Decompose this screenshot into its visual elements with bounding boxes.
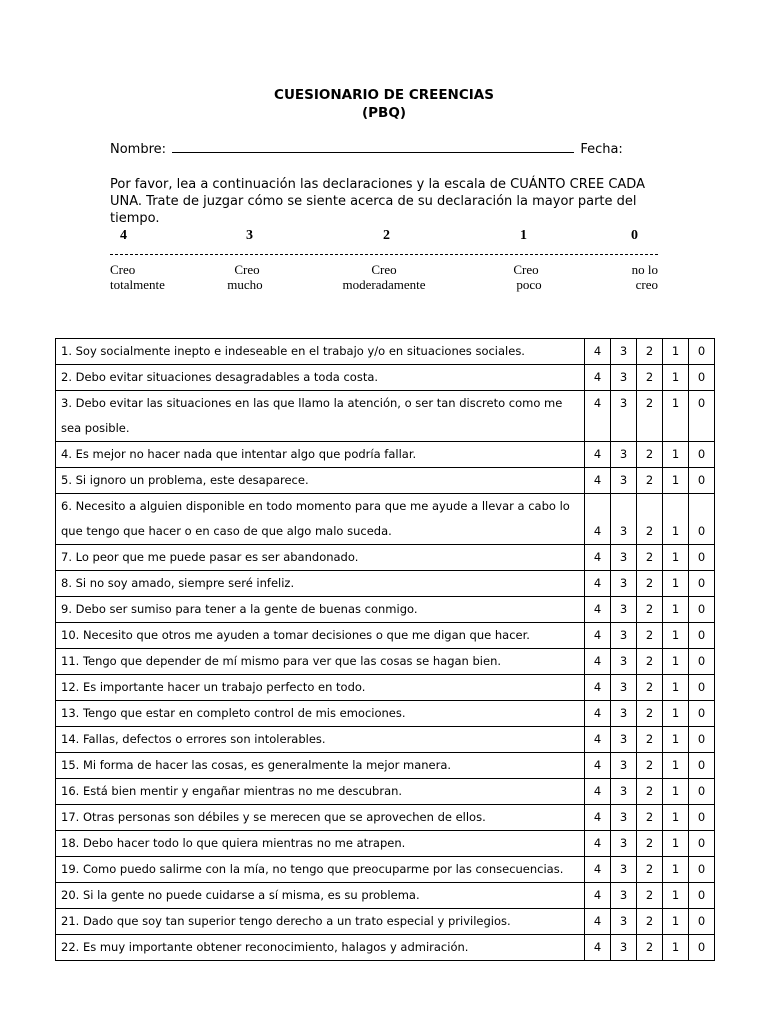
rating-option-3[interactable]: 3 [611, 805, 637, 831]
statement-text: 4. Es mejor no hacer nada que intentar algo que podría fallar. [56, 442, 585, 468]
table-row [56, 883, 715, 909]
table-row [56, 701, 715, 727]
rating-option-2[interactable]: 2 [637, 909, 663, 935]
statement-text: 20. Si la gente no puede cuidarse a sí misma, es su problema. [56, 883, 585, 909]
table-row [56, 571, 715, 597]
rating-option-0[interactable]: 0 [689, 649, 715, 675]
rating-option-4[interactable]: 4 [585, 494, 611, 545]
rating-option-4[interactable]: 4 [585, 468, 611, 494]
table-row [56, 727, 715, 753]
rating-option-4[interactable]: 4 [585, 597, 611, 623]
statement-text: 2. Debo evitar situaciones desagradables a toda costa. [56, 365, 585, 391]
rating-option-2[interactable]: 2 [637, 545, 663, 571]
rating-option-0[interactable]: 0 [689, 857, 715, 883]
rating-option-4[interactable]: 4 [585, 753, 611, 779]
rating-option-1[interactable]: 1 [663, 935, 689, 961]
rating-option-0[interactable]: 0 [689, 494, 715, 545]
rating-option-2[interactable]: 2 [637, 597, 663, 623]
rating-option-1[interactable]: 1 [663, 494, 689, 545]
rating-option-0[interactable]: 0 [689, 935, 715, 961]
scale-label-4-line2: totalmente [110, 277, 165, 292]
rating-option-2[interactable]: 2 [637, 779, 663, 805]
rating-option-0[interactable]: 0 [689, 701, 715, 727]
scale-label-0-line1: no lo [631, 262, 658, 277]
scale-label-3-line1: Creo [234, 262, 260, 277]
statement-text: 15. Mi forma de hacer las cosas, es generalmente la mejor manera. [56, 753, 585, 779]
rating-option-1[interactable]: 1 [663, 597, 689, 623]
rating-option-1[interactable]: 1 [663, 805, 689, 831]
name-date-line [110, 140, 623, 157]
rating-option-0[interactable]: 0 [689, 909, 715, 935]
name-blank-line[interactable] [172, 140, 574, 153]
table-row [56, 805, 715, 831]
rating-option-2[interactable]: 2 [637, 391, 663, 442]
scale-label-0 [548, 262, 658, 292]
statement-text: 18. Debo hacer todo lo que quiera mientras no me atrapen. [56, 831, 585, 857]
scale-value-4: 4 [120, 228, 127, 243]
rating-option-4[interactable]: 4 [585, 571, 611, 597]
rating-option-2[interactable]: 2 [637, 935, 663, 961]
rating-option-1[interactable]: 1 [663, 857, 689, 883]
rating-option-0[interactable]: 0 [689, 805, 715, 831]
rating-option-3[interactable]: 3 [611, 909, 637, 935]
table-row [56, 494, 715, 545]
statement-text: 1. Soy socialmente inepto e indeseable en el trabajo y/o en situaciones sociales. [56, 339, 585, 365]
date-label: Fecha: [580, 142, 623, 157]
statement-text: 19. Como puedo salirme con la mía, no tengo que preocuparme por las consecuencias. [56, 857, 585, 883]
rating-option-4[interactable]: 4 [585, 883, 611, 909]
rating-option-4[interactable]: 4 [585, 391, 611, 442]
rating-option-3[interactable]: 3 [611, 391, 637, 442]
rating-option-1[interactable]: 1 [663, 468, 689, 494]
statement-text: 13. Tengo que estar en completo control de mis emociones. [56, 701, 585, 727]
rating-option-2[interactable]: 2 [637, 805, 663, 831]
rating-option-1[interactable]: 1 [663, 701, 689, 727]
table-row [56, 468, 715, 494]
rating-option-4[interactable]: 4 [585, 675, 611, 701]
rating-option-1[interactable]: 1 [663, 753, 689, 779]
rating-option-3[interactable]: 3 [611, 597, 637, 623]
rating-option-3[interactable]: 3 [611, 365, 637, 391]
rating-option-0[interactable]: 0 [689, 597, 715, 623]
scale-label-0-line2: creo [635, 277, 658, 292]
table-row [56, 935, 715, 961]
rating-option-3[interactable]: 3 [611, 494, 637, 545]
scale-value-2: 2 [383, 228, 390, 243]
rating-option-3[interactable]: 3 [611, 701, 637, 727]
rating-option-3[interactable]: 3 [611, 857, 637, 883]
rating-option-3[interactable]: 3 [611, 442, 637, 468]
rating-option-0[interactable]: 0 [689, 883, 715, 909]
table-row [56, 391, 715, 442]
statement-text: 3. Debo evitar las situaciones en las que llamo la atención, o ser tan discreto como me sea posible. [56, 391, 585, 442]
rating-option-4[interactable]: 4 [585, 779, 611, 805]
rating-option-2[interactable]: 2 [637, 623, 663, 649]
rating-option-1[interactable]: 1 [663, 571, 689, 597]
rating-option-3[interactable]: 3 [611, 649, 637, 675]
rating-option-1[interactable]: 1 [663, 623, 689, 649]
scale-label-3-line2: mucho [227, 277, 263, 292]
table-row [56, 442, 715, 468]
rating-option-3[interactable]: 3 [611, 727, 637, 753]
document-title [0, 86, 768, 122]
rating-option-1[interactable]: 1 [663, 339, 689, 365]
table-row [56, 623, 715, 649]
rating-option-3[interactable]: 3 [611, 779, 637, 805]
rating-option-3[interactable]: 3 [611, 468, 637, 494]
rating-option-1[interactable]: 1 [663, 545, 689, 571]
scale-label-1-line1: Creo [513, 262, 539, 277]
table-row [56, 779, 715, 805]
table-row [56, 675, 715, 701]
rating-option-1[interactable]: 1 [663, 727, 689, 753]
rating-option-2[interactable]: 2 [637, 831, 663, 857]
scale-value-0: 0 [631, 228, 638, 243]
rating-option-0[interactable]: 0 [689, 339, 715, 365]
table-row [56, 597, 715, 623]
rating-option-4[interactable]: 4 [585, 623, 611, 649]
statement-text: 12. Es importante hacer un trabajo perfecto en todo. [56, 675, 585, 701]
statement-text: 14. Fallas, defectos o errores son intolerables. [56, 727, 585, 753]
rating-option-4[interactable]: 4 [585, 442, 611, 468]
table-row [56, 753, 715, 779]
rating-option-3[interactable]: 3 [611, 883, 637, 909]
rating-option-1[interactable]: 1 [663, 909, 689, 935]
table-row [56, 545, 715, 571]
rating-option-0[interactable]: 0 [689, 571, 715, 597]
table-row [56, 857, 715, 883]
table-row [56, 339, 715, 365]
name-label: Nombre: [110, 142, 167, 157]
scale-value-1: 1 [520, 228, 527, 243]
statement-text: 16. Está bien mentir y engañar mientras no me descubran. [56, 779, 585, 805]
rating-option-2[interactable]: 2 [637, 675, 663, 701]
instructions-text: Por favor, lea a continuación las declaraciones y la escala de CUÁNTO CREE CADA UNA. Trate de juzgar cómo se siente acerca de su declaración la mayor parte del tiempo. [110, 177, 645, 226]
rating-option-1[interactable]: 1 [663, 365, 689, 391]
rating-option-3[interactable]: 3 [611, 935, 637, 961]
rating-option-4[interactable]: 4 [585, 727, 611, 753]
rating-option-4[interactable]: 4 [585, 649, 611, 675]
statement-text: 6. Necesito a alguien disponible en todo momento para que me ayude a llevar a cabo lo que tengo que hacer o en caso de que algo malo suceda. [56, 494, 585, 545]
rating-option-2[interactable]: 2 [637, 365, 663, 391]
rating-option-2[interactable]: 2 [637, 442, 663, 468]
scale-label-2 [329, 262, 439, 292]
rating-option-0[interactable]: 0 [689, 831, 715, 857]
beliefs-table [55, 338, 715, 961]
rating-option-4[interactable]: 4 [585, 857, 611, 883]
scale-label-3 [190, 262, 300, 292]
rating-option-2[interactable]: 2 [637, 468, 663, 494]
rating-option-2[interactable]: 2 [637, 727, 663, 753]
scale-divider [110, 254, 658, 255]
rating-option-0[interactable]: 0 [689, 727, 715, 753]
scale-label-1-line2: poco [516, 277, 542, 292]
statement-text: 7. Lo peor que me puede pasar es ser abandonado. [56, 545, 585, 571]
rating-option-0[interactable]: 0 [689, 365, 715, 391]
rating-option-2[interactable]: 2 [637, 571, 663, 597]
title-line-1: CUESIONARIO DE CREENCIAS [274, 87, 494, 103]
rating-option-0[interactable]: 0 [689, 779, 715, 805]
rating-option-0[interactable]: 0 [689, 442, 715, 468]
rating-option-2[interactable]: 2 [637, 883, 663, 909]
rating-option-4[interactable]: 4 [585, 701, 611, 727]
rating-option-0[interactable]: 0 [689, 623, 715, 649]
rating-option-0[interactable]: 0 [689, 391, 715, 442]
table-row [56, 649, 715, 675]
scale-value-3: 3 [246, 228, 253, 243]
scale-label-2-line2: moderadamente [342, 277, 426, 292]
rating-option-1[interactable]: 1 [663, 675, 689, 701]
rating-option-4[interactable]: 4 [585, 831, 611, 857]
statement-text: 17. Otras personas son débiles y se merecen que se aprovechen de ellos. [56, 805, 585, 831]
rating-option-3[interactable]: 3 [611, 753, 637, 779]
statement-text: 21. Dado que soy tan superior tengo derecho a un trato especial y privilegios. [56, 909, 585, 935]
title-line-2: (PBQ) [361, 105, 406, 121]
rating-option-3[interactable]: 3 [611, 571, 637, 597]
statement-text: 10. Necesito que otros me ayuden a tomar decisiones o que me digan que hacer. [56, 623, 585, 649]
scale-label-2-line1: Creo [371, 262, 397, 277]
rating-option-3[interactable]: 3 [611, 623, 637, 649]
rating-option-3[interactable]: 3 [611, 675, 637, 701]
rating-option-2[interactable]: 2 [637, 753, 663, 779]
rating-option-4[interactable]: 4 [585, 339, 611, 365]
rating-option-1[interactable]: 1 [663, 442, 689, 468]
statement-text: 8. Si no soy amado, siempre seré infeliz. [56, 571, 585, 597]
rating-option-1[interactable]: 1 [663, 779, 689, 805]
rating-option-4[interactable]: 4 [585, 805, 611, 831]
rating-option-1[interactable]: 1 [663, 391, 689, 442]
statement-text: 11. Tengo que depender de mí mismo para ver que las cosas se hagan bien. [56, 649, 585, 675]
rating-option-4[interactable]: 4 [585, 365, 611, 391]
rating-option-0[interactable]: 0 [689, 675, 715, 701]
rating-option-2[interactable]: 2 [637, 857, 663, 883]
rating-option-4[interactable]: 4 [585, 545, 611, 571]
rating-option-4[interactable]: 4 [585, 935, 611, 961]
rating-option-2[interactable]: 2 [637, 339, 663, 365]
rating-option-1[interactable]: 1 [663, 883, 689, 909]
statement-text: 9. Debo ser sumiso para tener a la gente de buenas conmigo. [56, 597, 585, 623]
rating-option-4[interactable]: 4 [585, 909, 611, 935]
rating-option-0[interactable]: 0 [689, 468, 715, 494]
table-row [56, 831, 715, 857]
scale-label-4-line1: Creo [110, 262, 136, 277]
table-row [56, 909, 715, 935]
rating-option-1[interactable]: 1 [663, 831, 689, 857]
rating-option-3[interactable]: 3 [611, 545, 637, 571]
rating-option-1[interactable]: 1 [663, 649, 689, 675]
rating-option-3[interactable]: 3 [611, 831, 637, 857]
statement-text: 22. Es muy importante obtener reconocimiento, halagos y admiración. [56, 935, 585, 961]
rating-option-2[interactable]: 2 [637, 701, 663, 727]
rating-option-3[interactable]: 3 [611, 339, 637, 365]
statement-text: 5. Si ignoro un problema, este desaparece. [56, 468, 585, 494]
rating-option-0[interactable]: 0 [689, 753, 715, 779]
rating-option-2[interactable]: 2 [637, 494, 663, 545]
rating-option-0[interactable]: 0 [689, 545, 715, 571]
table-row [56, 365, 715, 391]
rating-option-2[interactable]: 2 [637, 649, 663, 675]
